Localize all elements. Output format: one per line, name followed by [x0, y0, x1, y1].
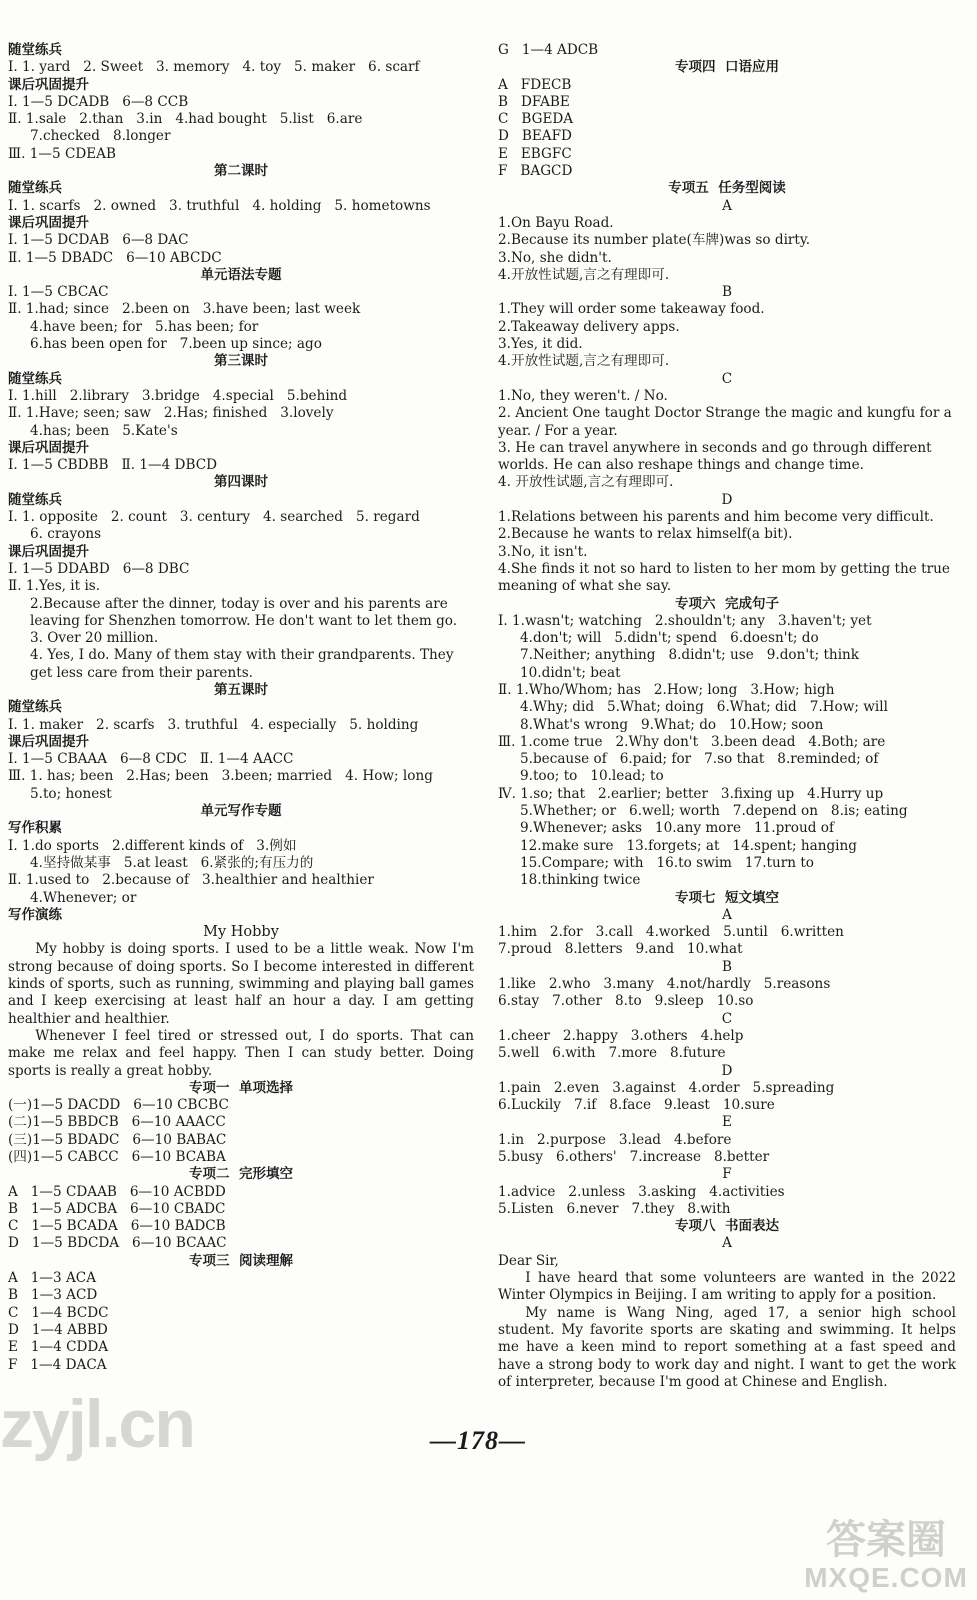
answer-line: Dear Sir,: [498, 1252, 559, 1269]
section-heading: 单元写作专题: [200, 803, 282, 820]
answer-line: Ⅰ. 1. scarfs 2. owned 3. truthful 4. holding 5. hometowns: [8, 197, 431, 214]
answer-line: A: [722, 906, 732, 923]
answer-line: Ⅰ. 1—5 DDABD 6—8 DBC: [8, 560, 190, 577]
answer-line: 6. crayons: [30, 526, 102, 543]
answer-line: Ⅰ. 1. opposite 2. count 3. century 4. searched 5. regard: [8, 509, 420, 526]
section-heading: 随堂练兵: [8, 370, 62, 387]
answer-line: 4. Yes, I do. Many of them stay with their grandparents. They get less care from their parents.: [30, 647, 454, 681]
answer-line: 4.坚持做某事 5.at least 6.紧张的;有压力的: [30, 854, 314, 871]
answer-line: C 1—4 BCDC: [8, 1304, 109, 1321]
answer-line: (二)1—5 BBDCB 6—10 AAACC: [8, 1114, 226, 1131]
section-heading: 第二课时: [214, 163, 268, 180]
answer-line: Ⅱ. 1.Yes, it is.: [8, 578, 101, 595]
answer-line: 5.Whether; or 6.well; worth 7.depend on 8.is; eating: [520, 803, 908, 820]
watermark-logo-text: 答案圈: [826, 1518, 946, 1562]
right-column: [498, 42, 956, 1391]
answer-line: A 1—5 CDAAB 6—10 ACBDD: [8, 1183, 226, 1200]
answer-line: G 1—4 ADCB: [498, 42, 599, 58]
answer-line: 1.pain 2.even 3.against 4.order 5.spreading: [498, 1079, 835, 1096]
answer-line: 1.On Bayu Road.: [498, 214, 614, 231]
answer-line: B: [722, 958, 732, 975]
answer-line: Ⅰ. 1.do sports 2.different kinds of 3.例如: [8, 837, 297, 854]
answer-line: Ⅱ. 1.had; since 2.been on 3.have been; last week: [8, 301, 361, 318]
answer-line: 9.Whenever; asks 10.any more 11.proud of: [520, 820, 834, 837]
answer-line: 3. He can travel anywhere in seconds and go through different worlds. He can also reshape things and change time.: [498, 439, 932, 474]
answer-line: 9.too; to 10.lead; to: [520, 768, 664, 785]
answer-line: F: [722, 1166, 732, 1183]
watermark-zyjl: zyjl.cn: [0, 1386, 194, 1462]
answer-line: 6.stay 7.other 8.to 9.sleep 10.so: [498, 993, 754, 1010]
answer-line: 5.because of 6.paid; for 7.so that 8.reminded; of: [520, 751, 879, 768]
answer-line: 6.Luckily 7.if 8.face 9.least 10.sure: [498, 1097, 775, 1114]
section-heading: 专项四 口语应用: [675, 59, 779, 76]
answer-line: A: [722, 197, 732, 214]
section-heading: 课后巩固提升: [8, 76, 89, 93]
section-heading: 第三课时: [214, 353, 268, 370]
answer-line: D: [721, 1062, 733, 1079]
answer-line: Ⅰ. 1—5 DCDAB 6—8 DAC: [8, 232, 189, 249]
section-heading: 课后巩固提升: [8, 733, 89, 750]
answer-line: Ⅰ. 1. yard 2. Sweet 3. memory 4. toy 5. maker 6. scarf: [8, 59, 420, 76]
answer-line: C BGEDA: [498, 111, 574, 128]
answer-line: Ⅲ. 1—5 CDEAB: [8, 145, 116, 162]
answer-line: 4.She finds it not so hard to listen to her mom by getting the true meaning of what she say.: [498, 560, 950, 595]
answer-line: Ⅱ. 1.Who/Whom; has 2.How; long 3.How; high: [498, 681, 835, 698]
answer-line: 6.has been open for 7.been up since; ago: [30, 336, 322, 353]
answer-line: F BAGCD: [498, 163, 573, 180]
section-heading: 随堂练兵: [8, 180, 62, 197]
section-heading: 随堂练兵: [8, 42, 62, 58]
section-heading: 写作积累: [8, 820, 62, 837]
section-heading: 专项六 完成句子: [675, 595, 779, 612]
answer-line: Ⅳ. 1.so; that 2.earlier; better 3.fixing up 4.Hurry up: [498, 785, 884, 802]
answer-line: D BEAFD: [498, 128, 572, 145]
answer-line: Ⅰ. 1. maker 2. scarfs 3. truthful 4. especially 5. holding: [8, 716, 419, 733]
section-heading: 专项二 完形填空: [189, 1166, 293, 1183]
answer-line: 3. Over 20 million.: [30, 630, 159, 647]
answer-line: 4.have been; for 5.has been; for: [30, 318, 259, 335]
answer-line: 5.Listen 6.never 7.they 8.with: [498, 1200, 731, 1217]
answer-line: (三)1—5 BDADC 6—10 BABAC: [8, 1131, 227, 1148]
answer-line: A FDECB: [498, 76, 572, 93]
answer-line: 4.开放性试题,言之有理即可.: [498, 266, 670, 283]
answer-line: 1.advice 2.unless 3.asking 4.activities: [498, 1183, 785, 1200]
answer-line: 7.checked 8.longer: [30, 128, 171, 145]
answer-line: (一)1—5 DACDD 6—10 CBCBC: [8, 1097, 229, 1114]
answer-line: 15.Compare; with 16.to swim 17.turn to: [520, 854, 814, 871]
section-heading: 随堂练兵: [8, 491, 62, 508]
section-heading: 课后巩固提升: [8, 543, 89, 560]
answer-line: D 1—4 ABBD: [8, 1321, 108, 1338]
answer-line: 1.cheer 2.happy 3.others 4.help: [498, 1027, 744, 1044]
answer-line: Ⅱ. 1.used to 2.because of 3.healthier and healthier: [8, 872, 374, 889]
section-heading: 第四课时: [214, 474, 268, 491]
answer-line: 4.开放性试题,言之有理即可.: [498, 353, 670, 370]
answer-line: 3.No, she didn't.: [498, 249, 612, 266]
answer-line: My hobby is doing sports. I used to be a little weak. Now I'm strong because of doing sports. So I become interested in different kinds of sports, such as running, swimming and playing ball games and I keep exercising at least half an hour a day. I am getting healthier and healthier.: [8, 941, 474, 1027]
answer-line: 3.No, it isn't.: [498, 543, 588, 560]
answer-line: C: [721, 1010, 733, 1027]
section-heading: 写作演练: [8, 906, 62, 923]
left-column: [8, 42, 474, 1374]
page-number: —178—: [430, 1426, 526, 1455]
watermark-mxqe: [801, 1518, 971, 1594]
answer-line: 5.busy 6.others' 7.increase 8.better: [498, 1149, 770, 1165]
answer-line: Ⅰ. 1—5 CBDBB Ⅱ. 1—4 DBCD: [8, 457, 217, 474]
answer-line: 4.Whenever; or: [30, 889, 137, 906]
watermark-domain: MXQE.COM: [804, 1562, 968, 1593]
answer-line: 2. Ancient One taught Doctor Strange the magic and kungfu for a year. / For a year.: [498, 405, 952, 439]
answer-line: My Hobby: [203, 924, 279, 941]
section-heading: 专项一 单项选择: [189, 1079, 293, 1096]
answer-line: Ⅱ. 1.sale 2.than 3.in 4.had bought 5.list 6.are: [8, 111, 363, 128]
answer-line: 1.him 2.for 3.call 4.worked 5.until 6.written: [498, 924, 844, 941]
section-heading: 专项三 阅读理解: [189, 1252, 293, 1269]
answer-line: I have heard that some volunteers are wanted in the 2022 Winter Olympics in Beijing. I am writing to apply for a position.: [498, 1270, 956, 1304]
answer-line: Whenever I feel tired or stressed out, I do sports. That can make me relax and feel happy. Then I can study better. Doing sports is really a great hobby.: [8, 1027, 474, 1079]
answer-line: 2.Because after the dinner, today is over and his parents are leaving for Shenzhen tomorrow. He don't want to let them go.: [30, 595, 458, 629]
answer-line: 5.well 6.with 7.more 8.future: [498, 1045, 726, 1062]
answer-line: 1.They will order some takeaway food.: [498, 301, 765, 318]
answer-line: 4.has; been 5.Kate's: [30, 422, 178, 439]
section-heading: 课后巩固提升: [8, 214, 89, 231]
answer-line: My name is Wang Ning, aged 17, a senior high school student. My favorite sports are skating and swimming. It helps me have a keen mind to report something at a fast speed and have a strong body to work day and night. I want to get the work of interpreter, because I'm good at Chinese and English.: [498, 1304, 956, 1390]
answer-line: Ⅰ. 1—5 CBAAA 6—8 CDC Ⅱ. 1—4 AACC: [8, 751, 294, 768]
answer-line: B 1—3 ACD: [8, 1287, 98, 1304]
answer-line: Ⅰ. 1.hill 2.library 3.bridge 4.special 5.behind: [8, 387, 348, 404]
answer-line: 1.in 2.purpose 3.lead 4.before: [498, 1131, 732, 1148]
answer-line: E EBGFC: [498, 145, 572, 162]
answer-line: 1.like 2.who 3.many 4.not/hardly 5.reasons: [498, 976, 831, 993]
answer-line: B 1—5 ADCBA 6—10 CBADC: [8, 1200, 226, 1217]
answer-line: E 1—4 CDDA: [8, 1339, 109, 1356]
answer-line: 7.proud 8.letters 9.and 10.what: [498, 941, 743, 958]
answer-line: 4. 开放性试题,言之有理即可.: [498, 474, 674, 491]
answer-line: F 1—4 DACA: [8, 1356, 107, 1373]
section-heading: 随堂练兵: [8, 699, 62, 716]
answer-line: 3.Yes, it did.: [498, 336, 583, 353]
answer-line: C 1—5 BCADA 6—10 BADCB: [8, 1218, 226, 1235]
answer-line: B: [722, 284, 732, 301]
answer-line: E: [722, 1114, 732, 1131]
answer-line: A 1—3 ACA: [8, 1270, 97, 1287]
answer-line: A: [722, 1235, 732, 1252]
answer-line: (四)1—5 CABCC 6—10 BCABA: [8, 1149, 226, 1165]
answer-line: 18.thinking twice: [520, 872, 641, 889]
answer-line: 12.make sure 13.forgets; at 14.spent; hanging: [520, 837, 857, 854]
answer-line: 1.Relations between his parents and him become very difficult.: [498, 509, 934, 526]
section-heading: 课后巩固提升: [8, 439, 89, 456]
section-heading: 专项五 任务型阅读: [668, 180, 786, 197]
answer-line: 5.to; honest: [30, 785, 112, 802]
answer-line: D 1—5 BDCDA 6—10 BCAAC: [8, 1235, 227, 1252]
answer-line: Ⅲ. 1.come true 2.Why don't 3.been dead 4.Both; are: [498, 733, 886, 750]
answer-line: 8.What's wrong 9.What; do 10.How; soon: [520, 716, 824, 733]
answer-line: Ⅰ. 1—5 DCADB 6—8 CCB: [8, 93, 189, 110]
answer-line: 2.Takeaway delivery apps.: [498, 318, 680, 335]
answer-line: Ⅱ. 1—5 DBADC 6—10 ABCDC: [8, 249, 222, 266]
section-heading: 单元语法专题: [200, 266, 282, 283]
answer-line: Ⅱ. 1.Have; seen; saw 2.Has; finished 3.lovely: [8, 405, 334, 422]
answer-line: 2.Because its number plate(车牌)was so dirty.: [498, 232, 811, 249]
answer-line: Ⅰ. 1.wasn't; watching 2.shouldn't; any 3.haven't; yet: [498, 612, 872, 629]
answer-line: 7.Neither; anything 8.didn't; use 9.don't; think: [520, 647, 860, 664]
section-heading: 第五课时: [214, 681, 268, 698]
section-heading: 专项八 书面表达: [675, 1218, 779, 1235]
answer-line: 4.Why; did 5.What; doing 6.What; did 7.How; will: [520, 699, 888, 716]
answer-line: 10.didn't; beat: [520, 664, 621, 681]
section-heading: 专项七 短文填空: [675, 889, 779, 906]
answer-line: 1.No, they weren't. / No.: [498, 387, 668, 404]
answer-line: 2.Because he wants to relax himself(a bit).: [498, 526, 793, 543]
answer-line: Ⅰ. 1—5 CBCAC: [8, 284, 109, 301]
answer-line: 4.don't; will 5.didn't; spend 6.doesn't; do: [520, 630, 819, 647]
answer-line: B DFABE: [498, 93, 570, 110]
answer-line: D: [721, 491, 733, 508]
answer-line: C: [721, 370, 733, 387]
answer-line: Ⅲ. 1. has; been 2.Has; been 3.been; married 4. How; long: [8, 768, 433, 785]
